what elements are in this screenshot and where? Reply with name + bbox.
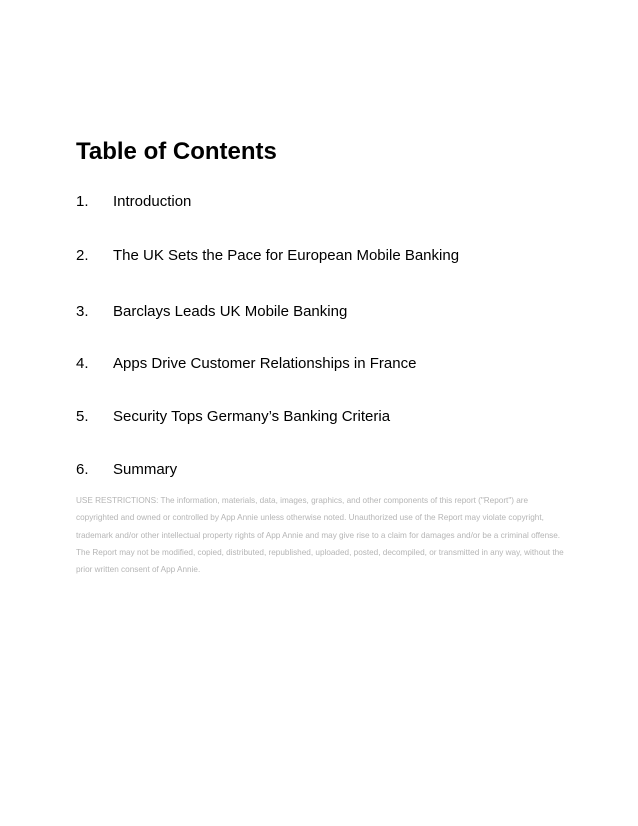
toc-item-label: The UK Sets the Pace for European Mobile Banking: [113, 247, 460, 264]
toc-item-label: Security Tops Germany’s Banking Criteria: [113, 408, 391, 425]
toc-item-label: Barclays Leads UK Mobile Banking: [113, 303, 348, 320]
toc-item-number: 6.: [76, 461, 89, 478]
toc-item-number: 2.: [76, 247, 89, 264]
toc-item-number: 4.: [76, 355, 89, 372]
toc-item-label: Summary: [113, 461, 178, 478]
toc-item-label: Introduction: [113, 193, 192, 210]
toc-item-number: 3.: [76, 303, 89, 320]
toc-item-number: 1.: [76, 193, 89, 210]
toc-item-number: 5.: [76, 408, 89, 425]
toc-item-label: Apps Drive Customer Relationships in France: [113, 355, 417, 372]
page-title: Table of Contents: [76, 138, 277, 165]
use-restrictions-notice: USE RESTRICTIONS: The information, materials, data, images, graphics, and other components of this report ("Report") are copyrighted and owned or controlled by App Annie unless otherwise noted. Unauthorized use of the Report may violate copyright, trademark and/or other intellectual property rights of App Annie and may give rise to a claim for damages and/or be a criminal offense. The Report may not be modified, copied, distributed, republished, uploaded, posted, decompiled, or transmitted in any way, without the prior written consent of App Annie.: [76, 496, 564, 575]
